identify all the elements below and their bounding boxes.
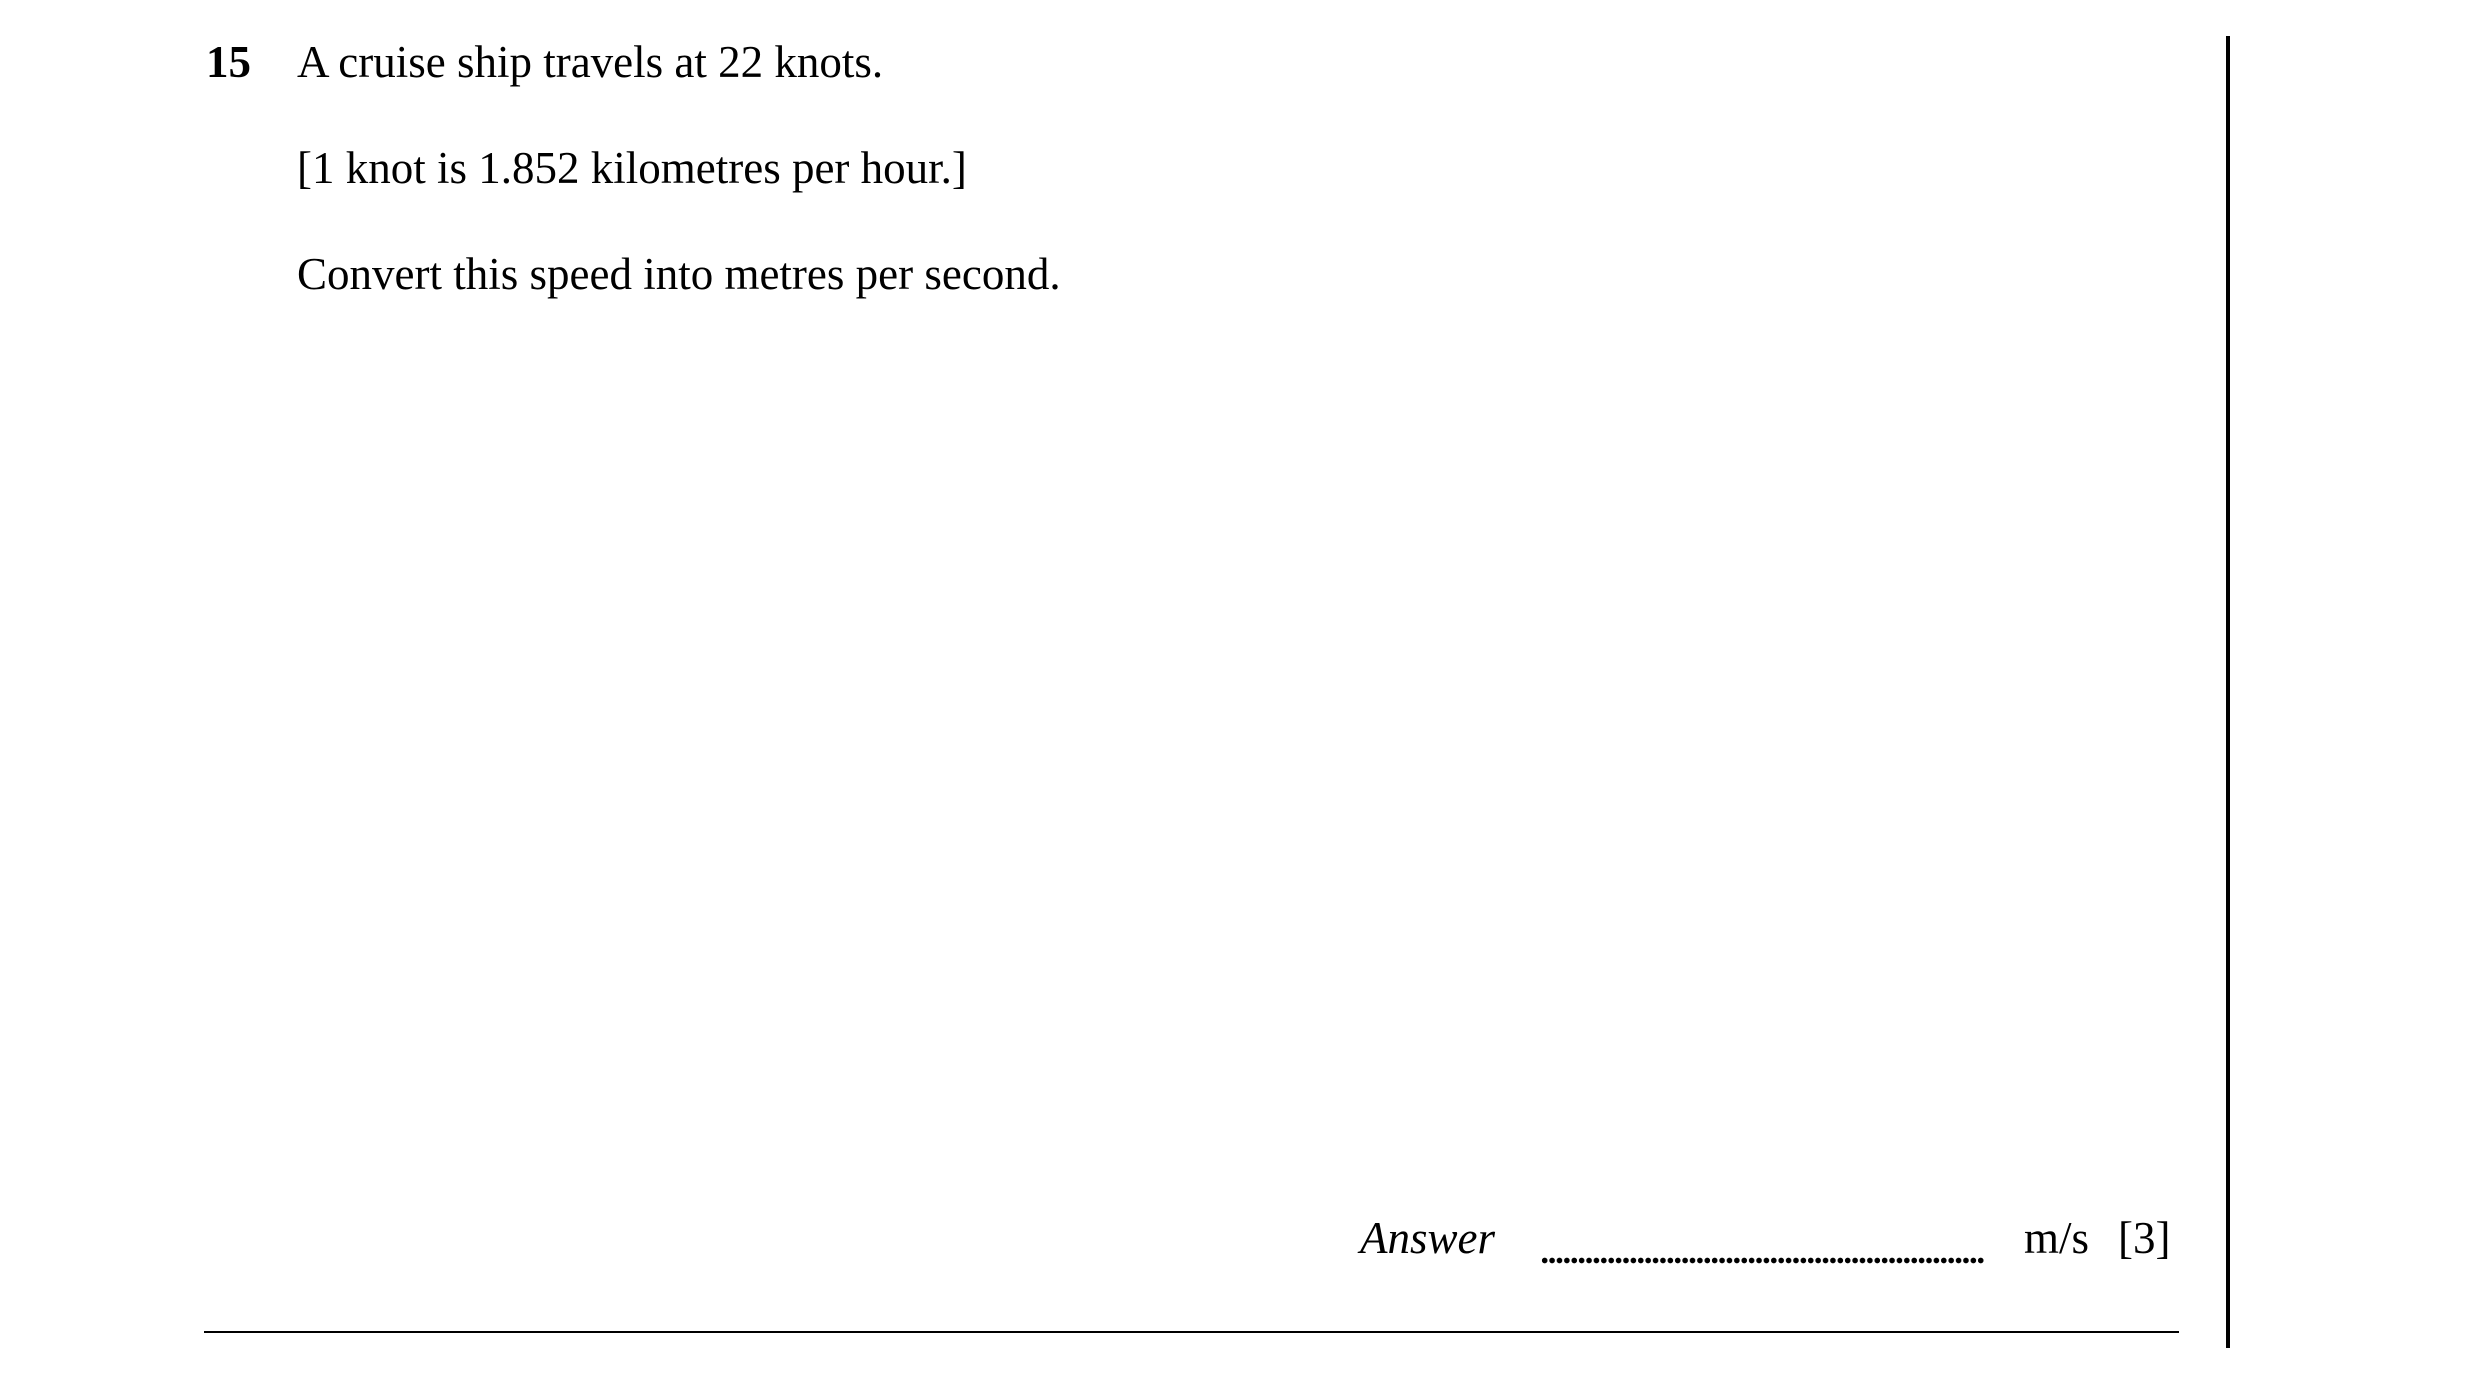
answer-line[interactable] <box>1541 1257 1985 1264</box>
margin-line <box>2226 36 2230 1348</box>
answer-label: Answer <box>1360 1213 1495 1263</box>
conversion-note: [1 knot is 1.852 kilometres per hour.] <box>297 143 967 193</box>
answer-unit: m/s <box>2024 1213 2090 1263</box>
question-statement: A cruise ship travels at 22 knots. <box>297 37 884 87</box>
question-instruction: Convert this speed into metres per second. <box>297 249 1061 299</box>
question-number: 15 <box>206 37 251 87</box>
marks-available: [3] <box>2118 1213 2171 1263</box>
question-divider <box>204 1331 2179 1333</box>
